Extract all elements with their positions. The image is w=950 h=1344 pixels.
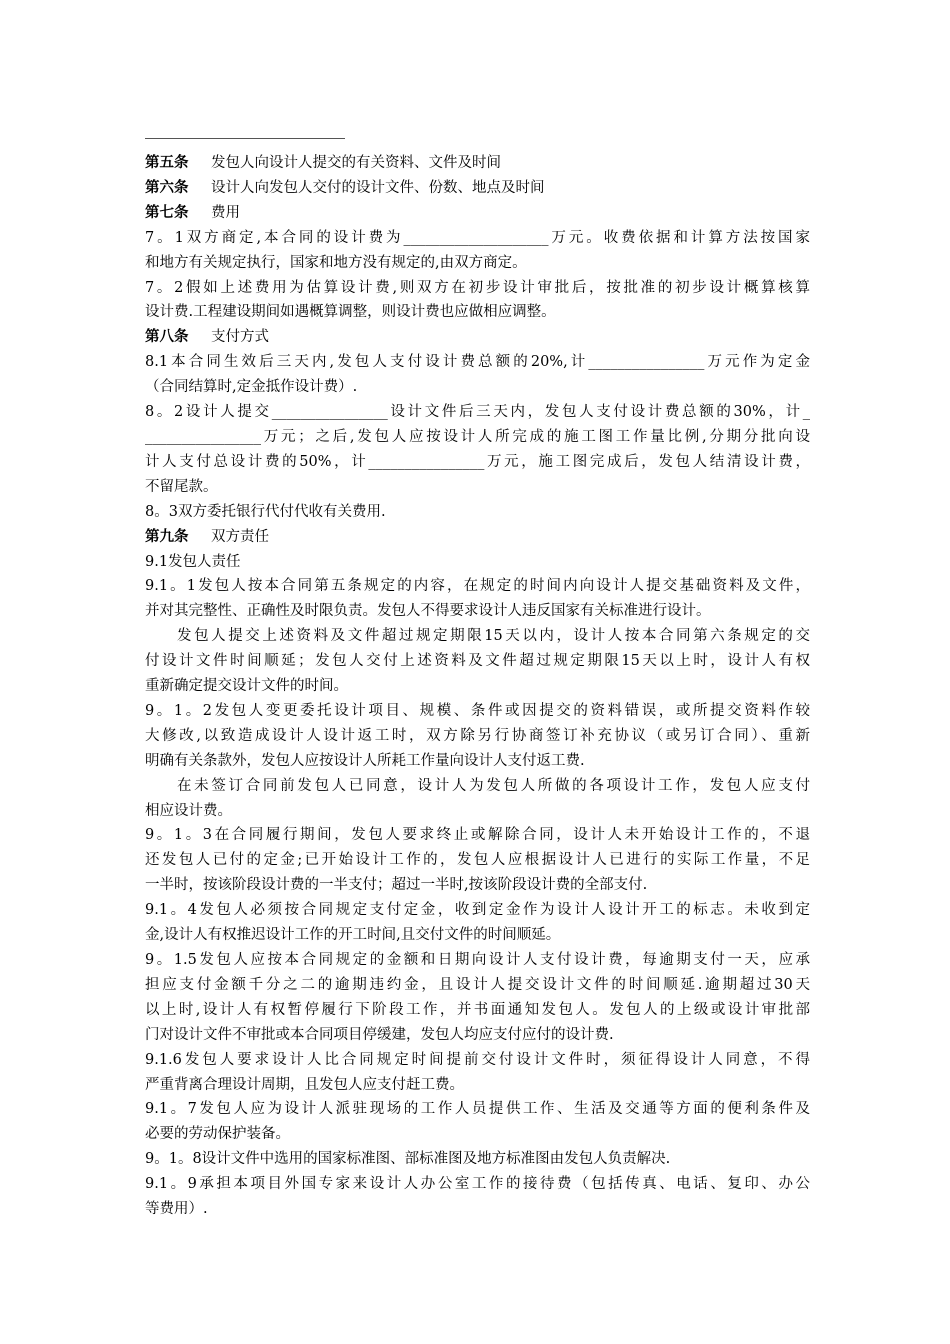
- text-line: 严重背离合理设计周期，且发包人应支付赶工费。: [145, 1076, 464, 1093]
- text-line: 设计费.工程建设期间如遇概算调整，则设计费也应做相应调整。: [145, 304, 556, 321]
- text-line: 在未签订合同前发包人已同意，设计人为发包人所做的各项设计工作，发包人应支付: [177, 777, 810, 794]
- article-title: 支付方式: [211, 329, 269, 346]
- text-line: 发包人提交上述资料及文件超过规定期限15天以内，设计人按本合同第六条规定的交: [177, 628, 810, 645]
- article-number: 第六条: [145, 178, 189, 196]
- article-number: 第八条: [145, 328, 189, 346]
- text-line: 和地方有关规定执行，国家和地方没有规定的,由双方商定。: [145, 254, 527, 271]
- text-line: 金,设计人有权推迟设计工作的开工时间,且交付文件的时间顺延。: [145, 927, 561, 944]
- text-line: 8。3双方委托银行代付代收有关费用.: [145, 503, 386, 520]
- text-line: 9.1.6发包人要求设计人比合同规定时间提前交付设计文件时，须征得设计人同意，不得: [145, 1051, 810, 1068]
- header-rule: [145, 138, 345, 139]
- article-9-heading: [145, 525, 810, 550]
- text-line: 计人支付总设计费的50%，计________________万元，施工图完成后，发包人结清设计费，: [145, 453, 810, 470]
- text-line: 9。1。8设计文件中选用的国家标准图、部标准图及地方标准图由发包人负责解决.: [145, 1151, 671, 1168]
- text-line: 相应设计费。: [145, 802, 232, 819]
- text-line: 9。1.5发包人应按本合同规定的金额和日期向设计人支付设计费，每逾期支付一天，应承: [145, 952, 810, 968]
- text-line: 不留尾款。: [145, 478, 218, 495]
- text-line: 9。1。3在合同履行期间，发包人要求终止或解除合同，设计人未开始设计工作的，不退: [145, 827, 810, 844]
- article-title: 设计人向发包人交付的设计文件、份数、地点及时间: [211, 179, 545, 196]
- article-title: 发包人向设计人提交的有关资料、文件及时间: [211, 155, 501, 171]
- article-8-heading: [145, 325, 810, 350]
- text-line: 等费用）.: [145, 1201, 208, 1218]
- text-line: 9.1。4发包人必须按合同规定支付定金，收到定金作为设计人设计开工的标志。未收到定: [145, 902, 810, 919]
- text-line: 付设计文件时间顺延；发包人交付上述资料及文件超过规定期限15天以上时，设计人有权: [145, 653, 810, 670]
- text-line: （合同结算时,定金抵作设计费）.: [145, 379, 358, 396]
- text-line: 以上时,设计人有权暂停履行下阶段工作，并书面通知发包人。发包人的上级或设计审批部: [145, 1001, 810, 1018]
- article-number: 第九条: [145, 527, 189, 545]
- text-line: 8。2设计人提交________________设计文件后三天内，发包人支付设计费总额的30%，计_: [145, 404, 810, 421]
- text-line: 9.1。1发包人按本合同第五条规定的内容，在规定的时间内向设计人提交基础资料及文件，: [145, 578, 810, 595]
- text-line: ________________万元；之后,发包人应按设计人所完成的施工图工作量比例,分期分批向设: [145, 428, 810, 445]
- text-line: 7。2假如上述费用为估算设计费,则双方在初步设计审批后，按批准的初步设计概算核算: [145, 279, 810, 296]
- text-line: 9。1。2发包人变更委托设计项目、规模、条件或因提交的资料错误，或所提交资料作较: [145, 702, 810, 719]
- text-line: 一半时，按该阶段设计费的一半支付；超过一半时,按该阶段设计费的全部支付.: [145, 877, 648, 894]
- article-title: 双方责任: [211, 528, 269, 545]
- text-line: 9.1。9承担本项目外国专家来设计人办公室工作的接待费（包括传真、电话、复印、办公: [145, 1176, 810, 1193]
- text-line: 明确有关条款外，发包人应按设计人所耗工作量向设计人支付返工费.: [145, 752, 585, 769]
- text-line: 并对其完整性、正确性及时限负责。发包人不得要求设计人违反国家有关标准进行设计。: [145, 603, 711, 620]
- text-line: 8.1本合同生效后三天内,发包人支付设计费总额的20%,计________________万元作为定金: [145, 354, 810, 371]
- text-line: 重新确定提交设计文件的时间。: [145, 678, 348, 695]
- article-5-heading: [145, 151, 810, 176]
- text-line: 大修改,以致造成设计人设计返工时，双方除另行协商签订补充协议（或另订合同）、重新: [145, 727, 810, 744]
- section-heading: 9.1发包人责任: [145, 553, 241, 570]
- text-line: 必要的劳动保护装备。: [145, 1126, 290, 1143]
- text-line: 还发包人已付的定金;已开始设计工作的，发包人应根据设计人已进行的实际工作量，不足: [145, 852, 810, 869]
- article-6-heading: [145, 176, 810, 201]
- article-title: 费用: [211, 204, 240, 221]
- text-line: 7。1双方商定,本合同的设计费为____________________万元。收费依据和计算方法按国家: [145, 229, 810, 246]
- text-line: 担应支付金额千分之二的逾期违约金，且设计人提交设计文件的时间顺延.逾期超过30天: [145, 976, 810, 993]
- article-number: 第七条: [145, 203, 189, 221]
- text-line: 门对设计文件不审批或本合同项目停缓建，发包人均应支付应付的设计费.: [145, 1026, 614, 1043]
- article-number: 第五条: [145, 154, 189, 171]
- document-page: [145, 138, 810, 1222]
- text-line: 9.1。7发包人应为设计人派驻现场的工作人员提供工作、生活及交通等方面的便利条件及: [145, 1101, 810, 1118]
- article-7-heading: [145, 201, 810, 226]
